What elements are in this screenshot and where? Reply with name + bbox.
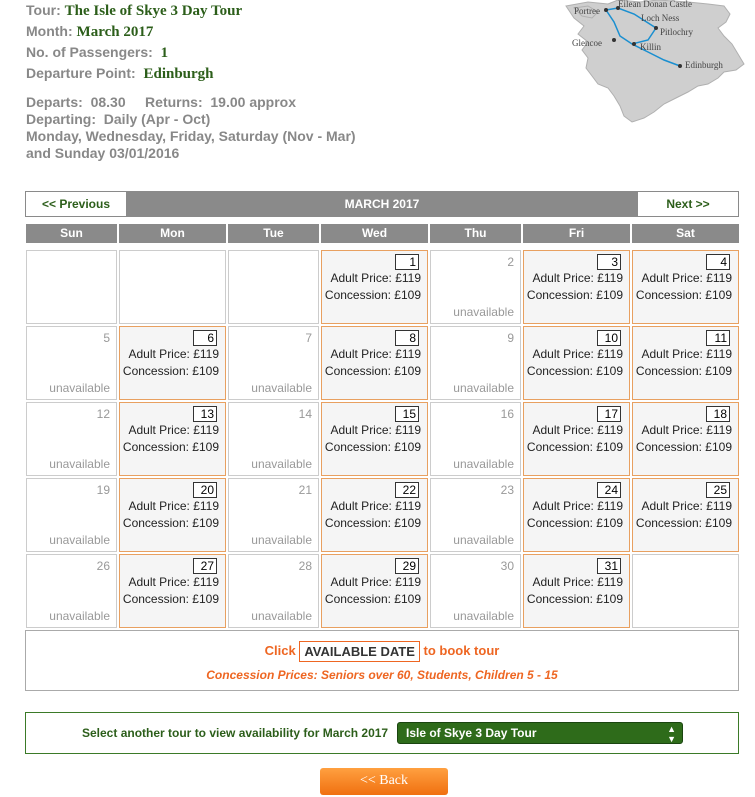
day-number: 26 xyxy=(96,559,110,573)
map-label-eilean-donan: Eilean Donan Castle xyxy=(618,0,692,9)
day-header-wed: Wed xyxy=(321,224,428,243)
day-number: 29 xyxy=(395,558,419,574)
calendar-day-3-available[interactable] xyxy=(523,250,630,324)
unavailable-label: unavailable xyxy=(251,381,312,395)
calendar-day-29-available[interactable] xyxy=(321,554,428,628)
concession-price: Concession: £109 xyxy=(122,592,219,606)
unavailable-label: unavailable xyxy=(453,533,514,547)
calendar-empty-cell xyxy=(228,250,319,324)
concession-price: Concession: £109 xyxy=(526,288,623,302)
adult-price: Adult Price: £119 xyxy=(641,499,732,513)
adult-price: Adult Price: £119 xyxy=(330,423,421,437)
previous-month-button[interactable]: << Previous xyxy=(26,192,126,216)
day-number: 27 xyxy=(193,558,217,574)
concession-price: Concession: £109 xyxy=(635,440,732,454)
tour-label: Tour: xyxy=(26,2,61,18)
day-number: 2 xyxy=(507,255,514,269)
day-number: 5 xyxy=(103,331,110,345)
day-number: 30 xyxy=(500,559,514,573)
concession-price: Concession: £109 xyxy=(122,440,219,454)
adult-price: Adult Price: £119 xyxy=(532,575,623,589)
schedule-sunday: and Sunday 03/01/2016 xyxy=(26,145,180,161)
day-number: 18 xyxy=(706,406,730,422)
adult-price: Adult Price: £119 xyxy=(128,347,219,361)
calendar-day-24-available[interactable] xyxy=(523,478,630,552)
calendar-empty-cell xyxy=(26,250,117,324)
day-number: 28 xyxy=(298,559,312,573)
calendar-day-1-available[interactable] xyxy=(321,250,428,324)
select-arrows-icon: ▲ ▼ xyxy=(667,724,676,744)
calendar-day-30-unavailable xyxy=(430,554,521,628)
concession-price: Concession: £109 xyxy=(324,288,421,302)
map-label-loch-ness: Loch Ness xyxy=(641,13,680,23)
concession-note: Concession Prices: Seniors over 60, Students, Children 5 - 15 xyxy=(206,668,558,682)
schedule-departing: Departing: Daily (Apr - Oct) xyxy=(26,111,211,127)
calendar-day-21-unavailable xyxy=(228,478,319,552)
day-number: 9 xyxy=(507,331,514,345)
concession-price: Concession: £109 xyxy=(324,364,421,378)
adult-price: Adult Price: £119 xyxy=(330,271,421,285)
calendar-day-22-available[interactable] xyxy=(321,478,428,552)
day-header-thu: Thu xyxy=(430,224,521,243)
unavailable-label: unavailable xyxy=(453,381,514,395)
adult-price: Adult Price: £119 xyxy=(532,423,623,437)
schedule-winter-days: Monday, Wednesday, Friday, Saturday (Nov - Mar) xyxy=(26,128,356,144)
unavailable-label: unavailable xyxy=(251,609,312,623)
back-button[interactable]: << Back xyxy=(320,768,448,795)
day-number: 4 xyxy=(706,254,730,270)
day-number: 22 xyxy=(395,482,419,498)
tour-value: The Isle of Skye 3 Day Tour xyxy=(64,3,243,19)
available-date-badge: AVAILABLE DATE xyxy=(299,641,420,662)
day-header-fri: Fri xyxy=(523,224,630,243)
day-number: 13 xyxy=(193,406,217,422)
day-number: 25 xyxy=(706,482,730,498)
route-map xyxy=(548,0,748,124)
day-number: 21 xyxy=(298,483,312,497)
passengers-value: 1 xyxy=(160,45,169,61)
adult-price: Adult Price: £119 xyxy=(532,499,623,513)
day-number: 19 xyxy=(96,483,110,497)
map-label-killin: Killin xyxy=(640,42,662,52)
concession-price: Concession: £109 xyxy=(324,440,421,454)
adult-price: Adult Price: £119 xyxy=(128,575,219,589)
tour-info xyxy=(26,0,242,84)
departure-label: Departure Point: xyxy=(26,65,136,81)
calendar-day-20-available[interactable] xyxy=(119,478,226,552)
next-month-button[interactable]: Next >> xyxy=(638,192,738,216)
unavailable-label: unavailable xyxy=(453,305,514,319)
calendar-day-25-available[interactable] xyxy=(632,478,739,552)
concession-price: Concession: £109 xyxy=(526,592,623,606)
book-tour-text: to book tour xyxy=(423,642,500,658)
calendar-day-5-unavailable xyxy=(26,326,117,400)
unavailable-label: unavailable xyxy=(49,533,110,547)
unavailable-label: unavailable xyxy=(453,609,514,623)
concession-price: Concession: £109 xyxy=(526,364,623,378)
calendar-day-8-available[interactable] xyxy=(321,326,428,400)
day-number: 23 xyxy=(500,483,514,497)
concession-price: Concession: £109 xyxy=(324,516,421,530)
day-number: 11 xyxy=(706,330,730,346)
passengers-label: No. of Passengers: xyxy=(26,44,153,60)
concession-price: Concession: £109 xyxy=(122,364,219,378)
day-number: 14 xyxy=(298,407,312,421)
day-header-sat: Sat xyxy=(632,224,739,243)
adult-price: Adult Price: £119 xyxy=(330,575,421,589)
schedule-info xyxy=(26,94,356,162)
concession-price: Concession: £109 xyxy=(635,364,732,378)
calendar-empty-cell xyxy=(632,554,739,628)
adult-price: Adult Price: £119 xyxy=(641,347,732,361)
calendar-day-10-available[interactable] xyxy=(523,326,630,400)
unavailable-label: unavailable xyxy=(453,457,514,471)
map-label-portree: Portree xyxy=(574,6,600,16)
day-number: 8 xyxy=(395,330,419,346)
calendar-day-23-unavailable xyxy=(430,478,521,552)
map-label-edinburgh: Edinburgh xyxy=(685,60,723,70)
calendar-day-13-available[interactable] xyxy=(119,402,226,476)
click-text: Click xyxy=(264,642,296,658)
calendar-day-9-unavailable xyxy=(430,326,521,400)
day-header-mon: Mon xyxy=(119,224,226,243)
calendar-day-11-available[interactable] xyxy=(632,326,739,400)
calendar-nav-bar xyxy=(25,191,739,217)
calendar-day-19-unavailable xyxy=(26,478,117,552)
calendar-day-14-unavailable xyxy=(228,402,319,476)
unavailable-label: unavailable xyxy=(251,533,312,547)
adult-price: Adult Price: £119 xyxy=(128,499,219,513)
adult-price: Adult Price: £119 xyxy=(641,271,732,285)
unavailable-label: unavailable xyxy=(49,381,110,395)
calendar-day-17-available[interactable] xyxy=(523,402,630,476)
month-label: Month: xyxy=(26,23,73,39)
tour-select-value: Isle of Skye 3 Day Tour xyxy=(406,726,537,740)
day-number: 17 xyxy=(597,406,621,422)
map-label-glencoe: Glencoe xyxy=(572,38,602,48)
concession-price: Concession: £109 xyxy=(324,592,421,606)
adult-price: Adult Price: £119 xyxy=(532,271,623,285)
day-number: 15 xyxy=(395,406,419,422)
concession-price: Concession: £109 xyxy=(635,516,732,530)
unavailable-label: unavailable xyxy=(49,457,110,471)
unavailable-label: unavailable xyxy=(49,609,110,623)
calendar-day-16-unavailable xyxy=(430,402,521,476)
departure-value: Edinburgh xyxy=(143,66,214,82)
calendar-day-27-available[interactable] xyxy=(119,554,226,628)
calendar-day-12-unavailable xyxy=(26,402,117,476)
day-number: 10 xyxy=(597,330,621,346)
day-header-sun: Sun xyxy=(26,224,117,243)
adult-price: Adult Price: £119 xyxy=(330,347,421,361)
calendar-month-title: MARCH 2017 xyxy=(344,197,420,211)
day-number: 24 xyxy=(597,482,621,498)
map-label-pitlochry: Pitlochry xyxy=(660,27,693,37)
calendar-empty-cell xyxy=(119,250,226,324)
calendar-day-7-unavailable xyxy=(228,326,319,400)
calendar-day-6-available[interactable] xyxy=(119,326,226,400)
concession-price: Concession: £109 xyxy=(526,440,623,454)
tour-select-dropdown[interactable] xyxy=(397,722,683,744)
calendar-day-18-available[interactable] xyxy=(632,402,739,476)
tour-select-bar xyxy=(25,712,739,754)
calendar-day-2-unavailable xyxy=(430,250,521,324)
day-number: 31 xyxy=(597,558,621,574)
calendar-day-28-unavailable xyxy=(228,554,319,628)
calendar-day-31-available[interactable] xyxy=(523,554,630,628)
calendar-day-4-available[interactable] xyxy=(632,250,739,324)
adult-price: Adult Price: £119 xyxy=(330,499,421,513)
adult-price: Adult Price: £119 xyxy=(641,423,732,437)
concession-price: Concession: £109 xyxy=(122,516,219,530)
day-number: 16 xyxy=(500,407,514,421)
calendar-day-15-available[interactable] xyxy=(321,402,428,476)
adult-price: Adult Price: £119 xyxy=(532,347,623,361)
concession-price: Concession: £109 xyxy=(635,288,732,302)
adult-price: Adult Price: £119 xyxy=(128,423,219,437)
day-number: 6 xyxy=(193,330,217,346)
unavailable-label: unavailable xyxy=(251,457,312,471)
day-number: 20 xyxy=(193,482,217,498)
day-number: 3 xyxy=(597,254,621,270)
day-number: 7 xyxy=(305,331,312,345)
tour-select-label: Select another tour to view availability for March 2017 xyxy=(82,726,389,740)
day-number: 1 xyxy=(395,254,419,270)
concession-price: Concession: £109 xyxy=(526,516,623,530)
day-number: 12 xyxy=(96,407,110,421)
booking-info-box xyxy=(25,630,739,691)
month-value: March 2017 xyxy=(76,24,154,40)
schedule-times: Departs: 08.30 Returns: 19.00 approx xyxy=(26,94,296,110)
day-header-tue: Tue xyxy=(228,224,319,243)
calendar-day-26-unavailable xyxy=(26,554,117,628)
